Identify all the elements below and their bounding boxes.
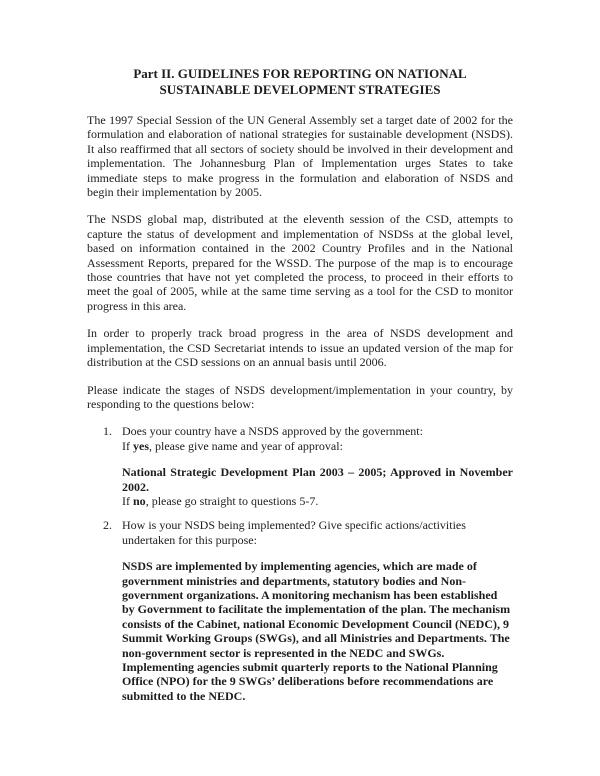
if-yes-rest: , please give name and year of approval:	[149, 438, 343, 453]
if-no-prefix: If	[122, 493, 133, 508]
if-yes-bold: yes	[133, 438, 149, 453]
if-no-bold: no	[133, 493, 146, 508]
question-1-text: Does your country have a NSDS approved by the government:	[122, 424, 423, 439]
question-1-body	[122, 424, 513, 508]
paragraph-nsds-global-map: The NSDS global map, distributed at the eleventh session of the CSD, attempts to capture the status of development and implementation of NSDSs at the global level, based on information contained in the 2002 Country Profiles and in the National Assessment Reports, prepared for the WSSD. The purpose of the map is to encourage those countries that have not yet completed the process, to proceed in their efforts to meet the goal of 2005, while at the same time serving as a tool for the CSD to monitor progress in this area.	[87, 212, 513, 313]
paragraph-un-assembly: The 1997 Special Session of the UN General Assembly set a target date of 2002 for the formulation and elaboration of national strategies for sustainable development (NSDS). It also reaffirmed that all sectors of society should be involved in their development and implementation. The Johannesburg Plan of Implementation urges States to take immediate steps to make progress in the formulation and elaboration of NSDS and begin their implementation by 2005.	[87, 113, 513, 200]
question-2-body	[122, 518, 513, 703]
if-yes-prefix: If	[122, 438, 133, 453]
question-1-if-no-line	[122, 494, 513, 508]
question-2-number: 2.	[103, 518, 112, 533]
document-title: Part II. GUIDELINES FOR REPORTING ON NATIONAL SUSTAINABLE DEVELOPMENT STRATEGIES	[133, 66, 467, 97]
question-item-1	[103, 424, 513, 508]
question-1-if-yes-line	[122, 439, 513, 453]
question-item-2	[103, 518, 513, 703]
paragraph-please-indicate: Please indicate the stages of NSDS development/implementation in your country, by responding to the questions below:	[87, 382, 513, 411]
question-1-number: 1.	[103, 424, 112, 439]
paragraph-csd-secretariat: In order to properly track broad progress in the area of NSDS development and implementation, the CSD Secretariat intends to issue an updated version of the map for distribution at the CSD sessions on an annual basis until 2006.	[87, 326, 513, 370]
question-2-answer: NSDS are implemented by implementing agencies, which are made of government ministries and departments, statutory bodies and Non-government organizations. A monitoring mechanism has been established by Government to facilitate the implementation of the plan. The mechanism consists of the Cabinet, national Economic Development Council (NEDC), 9 Summit Working Groups (SWGs), and all Ministries and Departments. The non-government sector is represented in the NEDC and SWGs. Implementing agencies submit quarterly reports to the National Planning Office (NPO) for the 9 SWGs’ deliberations before recommendations are submitted to the NEDC.	[122, 559, 511, 703]
if-no-rest: , please go straight to questions 5-7.	[145, 493, 319, 508]
question-1-answer: National Strategic Development Plan 2003 – 2005; Approved in November 2002.	[122, 465, 513, 494]
question-2-text: How is your NSDS being implemented? Give specific actions/activities undertaken for this purpose:	[122, 518, 466, 547]
